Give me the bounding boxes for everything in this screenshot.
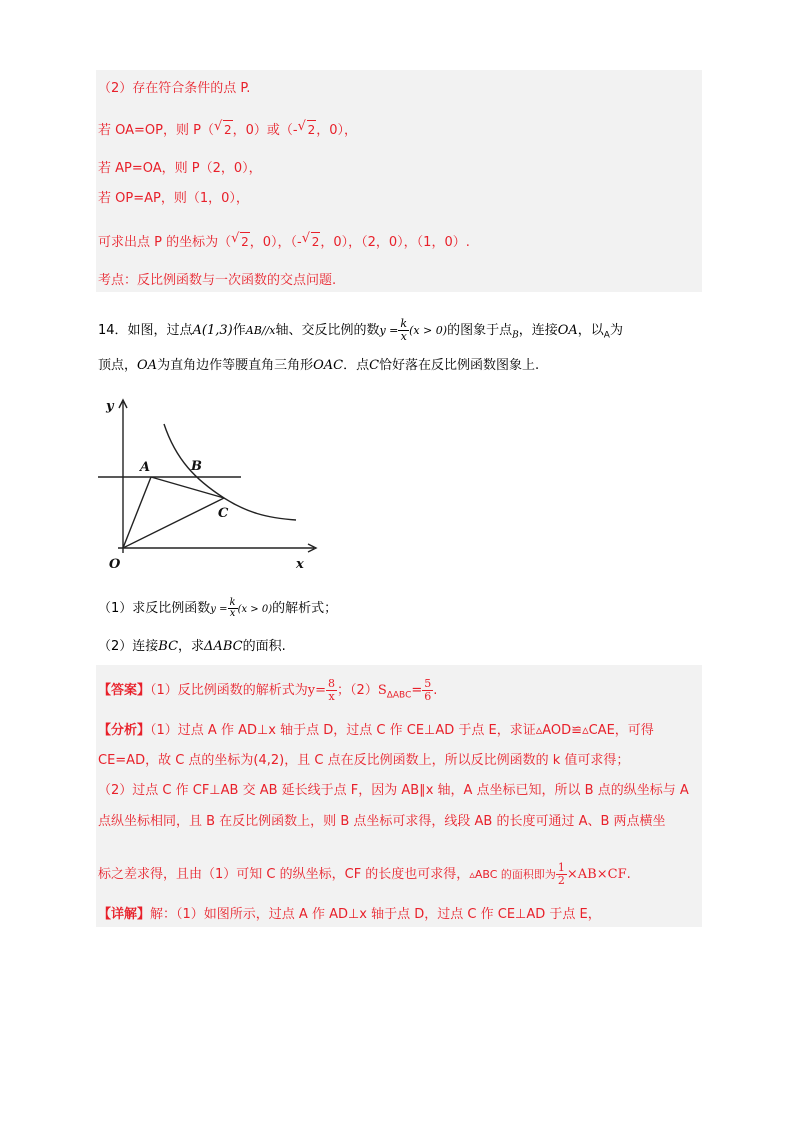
kaodian-line: 考点：反比例函数与一次函数的交点问题. <box>98 273 337 288</box>
y-label: y <box>106 399 114 414</box>
sqrt-2: √ 2 <box>297 119 316 137</box>
k-over-x: $\frac{k}{x}$ <box>229 597 236 619</box>
case3-line: 若 OP=AP，则（1，0）， <box>98 191 249 206</box>
analysis-line2: CE=AD，故 C 点的坐标为(4,2)，且 C 点在反比例函数上，所以反比例函数的 k 值可求得； <box>98 753 630 768</box>
analysis-line5: 标之差求得，且由（1）可知 C 的纵坐标，CF 的长度也可求得，▵ABC 的面积即为 $\frac{1}{2}$ ×AB×CF. <box>98 861 631 887</box>
answer-line: 【答案】（1）反比例函数的解析式为y= $\frac{8}{x}$ ；$(2)S_{\Delta ABC}=$ $\frac{5}{6}$ . <box>98 677 438 703</box>
q14-line2: 顶点，OA为直角边作等腰直角三角形OAC．点C恰好落在反比例函数图象上. <box>98 358 540 373</box>
k-over-x: $\frac{k}{x}$ <box>400 317 408 343</box>
b-label: B <box>191 459 202 474</box>
segment-oa <box>123 477 151 548</box>
result-line: 可求出点 P 的坐标为（ √ 2，0），（- √ 2，0），（2，0），（1，0）. <box>98 231 470 250</box>
segment-oc <box>123 498 224 548</box>
segment-ac <box>151 477 224 498</box>
geometry-figure <box>96 390 326 575</box>
sqrt-2: √ 2 <box>213 119 232 137</box>
sqrt-2: √ 2 <box>231 231 249 249</box>
solution-block-part2 <box>96 70 702 292</box>
one-half: $\frac{1}{2}$ <box>557 861 565 887</box>
c-label: C <box>218 506 229 521</box>
five-sixths: $\frac{5}{6}$ <box>424 677 432 703</box>
analysis-line1: 【分析】（1）过点 A 作 AD⊥x 轴于点 D，过点 C 作 CE⊥AD 于点 E，求证▵AOD≌▵CAE，可得 <box>98 723 654 738</box>
part2-title: （2）存在符合条件的点 P. <box>98 81 251 96</box>
eight-over-x: $\frac{8}{x}$ <box>328 677 336 703</box>
o-label: O <box>109 557 121 572</box>
sqrt-2: √ 2 <box>301 231 320 249</box>
subq1-line: （1）求反比例函数y = $\frac{k}{x}$ (x > 0)的解析式； <box>98 597 338 619</box>
analysis-line4: 点纵坐标相同，且 B 在反比例函数上，则 B 点坐标可求得，线段 AB 的长度可通过 A、B 两点横坐 <box>98 814 666 829</box>
hyperbola-curve <box>164 424 296 520</box>
case2-line: 若 AP=OA，则 P（2，0）， <box>98 161 262 176</box>
a-label: A <box>140 460 151 475</box>
detail-line: 【详解】解：（1）如图所示，过点 A 作 AD⊥x 轴于点 D，过点 C 作 CE⊥AD 于点 E， <box>98 907 601 922</box>
q14-line1: 14．如图，过点A(1,3)作AB//x轴、交反比例的数y = $\frac{k}{x}$ (x > 0)的图象于点$_B$，连接OA，以$_A$为 <box>98 317 623 343</box>
subq2-line: （2）连接BC，求ΔABC的面积. <box>98 639 286 654</box>
x-label: x <box>296 557 304 572</box>
case1-line: 若 OA=OP，则 P（ √ 2，0）或（- √ 2，0）， <box>98 119 357 138</box>
analysis-line3: （2）过点 C 作 CF⊥AB 交 AB 延长线于点 F，因为 AB∥x 轴，A 点坐标已知，所以 B 点的纵坐标与 A <box>98 783 689 798</box>
